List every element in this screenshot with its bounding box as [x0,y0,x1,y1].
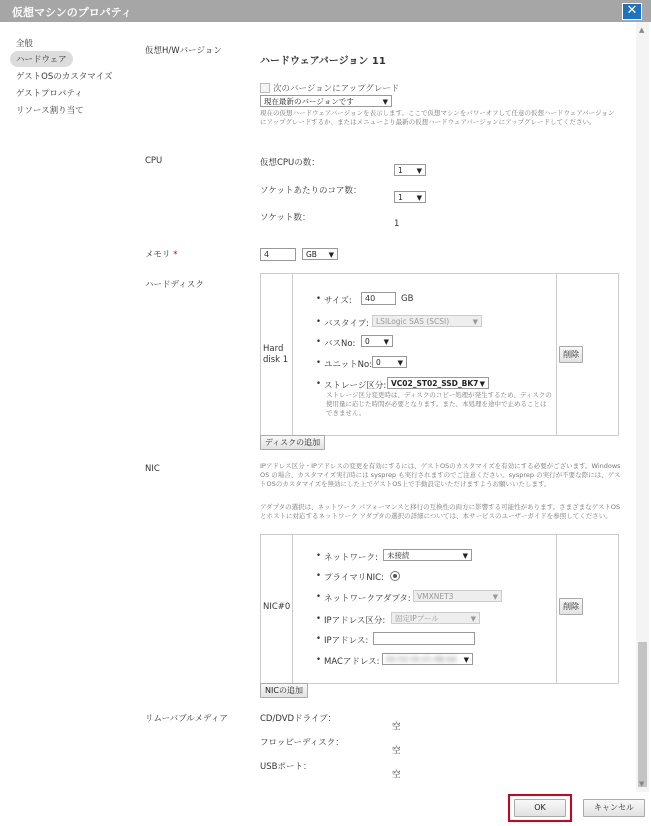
cd-dvd-value: 空 [392,722,401,732]
disk-size-unit: GB [401,294,414,304]
memory-label [145,248,177,260]
mac-address-value: 00:50:56:01:8B:6A [386,655,457,664]
ip-class-value: 固定IPプール [395,614,439,623]
unit-no-select[interactable] [372,356,407,368]
disk-delete-button[interactable]: 削除 [559,346,583,363]
scrollbar-thumb[interactable] [638,642,647,787]
chevron-down-icon: ▼ [416,194,422,202]
usb-label: USBポート： [260,762,312,772]
mac-address-select[interactable] [382,653,473,665]
primary-nic-label: • プライマリNIC: [324,571,384,583]
storage-select[interactable] [387,377,489,389]
storage-help: ストレージ区分変更時は、ディスクのコピー処理が発生するため、ディスクの使用量に応じた時間が必要となります。また、本処理を途中で止めることはできません。 [326,391,552,417]
hw-version-value: ハードウェアバージョン 11 [260,56,386,67]
close-button[interactable] [622,3,642,20]
add-nic-button[interactable]: NICの追加 [260,683,308,698]
unit-no-value: 0 [376,358,381,367]
sockets-label: ソケット数： [260,213,311,223]
nic-delete-button[interactable]: 削除 [559,598,583,615]
bus-type-value: LSILogic SAS (SCSI) [376,317,450,326]
sidebar-item-guest-properties[interactable]: ゲストプロパティ [16,89,83,99]
memory-unit-select[interactable] [302,248,338,260]
chevron-down-icon: ▼ [328,251,334,259]
sidebar-item-general[interactable]: 全般 [16,39,34,49]
cores-select-value: 1 [398,193,403,202]
storage-value: VC02_ST02_SSD_BK7 [391,379,479,388]
main-content [120,22,635,792]
disk-size-label: • サイズ: [324,294,352,306]
cores-select[interactable] [394,191,426,203]
chevron-down-icon: ▼ [416,167,422,175]
mac-address-label: • MACアドレス: [324,655,380,667]
chevron-down-icon: ▼ [397,359,403,367]
bus-no-value: 0 [365,337,370,346]
floppy-value: 空 [392,746,401,756]
ok-button[interactable]: OK [514,799,566,817]
vcpu-select-value: 1 [398,166,403,175]
chevron-down-icon: ▼ [463,656,469,664]
required-marker: * [173,250,178,260]
ip-class-select[interactable] [391,612,480,624]
sidebar [0,22,120,792]
divider [556,534,557,684]
upgrade-checkbox[interactable] [260,83,270,93]
hw-version-label: 仮想H/Wバージョン [145,46,222,56]
nic-help-ip: IPアドレス区分・IPアドレスの変更を有効にするには、ゲストOSのカスタマイズを有効にする必要がございます。Windows OS の場合、カスタマイズ実行時には sysprep も実行されますのでご注意ください。sysprep の実行が不要な際には、ゲストOSのカスタマイズを無効にした上でゲストOS上で手動設定いただけますようお願いいたします。 [260,462,621,488]
network-value: 未接続 [387,551,410,560]
dialog-footer [0,792,651,826]
chevron-down-icon: ▼ [383,338,389,346]
disk-size-input[interactable]: 40 [361,292,396,305]
ip-address-input[interactable] [373,632,475,645]
divider [292,534,293,684]
sockets-value: 1 [394,219,400,229]
removable-media-label: リムーバブルメディア [145,714,228,724]
close-icon: ✕ [626,3,638,18]
hard-disk-label: ハードディスク [145,280,204,290]
memory-label-text: メモリ [145,250,171,260]
adapter-label: • ネットワークアダプタ: [324,592,411,604]
sidebar-item-resource-allocation[interactable]: リソース割り当て [16,106,84,116]
network-select[interactable] [383,549,472,561]
title-bar [0,0,651,22]
memory-input[interactable]: 4 [260,248,296,261]
chevron-down-icon: ▼ [382,98,388,106]
chevron-down-icon: ▼ [470,615,476,623]
nic-label: NIC [145,464,160,474]
nic-help-adapter: アダプタの選択は、ネットワーク パフォーマンスと移行の互換性の両方に影響する可能性があります。さまざまなゲストOSとホストに対応するネットワーク アダプタの選択の詳細については、本サービスのユーザーガイドを参照してください。 [260,503,621,520]
unit-no-label: • ユニットNo: [324,358,372,370]
cancel-button[interactable]: キャンセル [583,799,645,817]
vcpu-label: 仮想CPUの数： [260,158,320,168]
bus-no-label: • バスNo: [324,337,355,349]
hw-version-select[interactable] [260,95,392,107]
add-disk-button[interactable]: ディスクの追加 [260,435,325,450]
chevron-down-icon: ▼ [492,593,498,601]
hard-disk-name: Hard disk 1 [263,344,289,365]
floppy-label: フロッピーディスク： [260,738,344,748]
chevron-down-icon: ▼ [472,318,478,326]
cores-label: ソケットあたりのコア数： [260,186,362,196]
upgrade-label: 次のバージョンにアップグレード [273,84,400,94]
network-label: • ネットワーク: [324,551,378,563]
divider [556,273,557,436]
cpu-label: CPU [145,156,163,166]
ip-class-label: • IPアドレス区分: [324,614,385,626]
sidebar-item-guest-os-customize[interactable]: ゲストOSのカスタマイズ [16,72,113,82]
cd-dvd-label: CD/DVDドライブ： [260,714,337,724]
chevron-down-icon: ▼ [462,552,468,560]
scroll-up-icon[interactable]: ▲ [639,26,645,34]
divider [292,273,293,436]
window-title: 仮想マシンのプロパティ [12,6,132,19]
hw-version-select-value: 現在最新のバージョンです [264,97,354,106]
hw-version-help: 現在の仮想ハードウェアバージョンを表示します。ここで仮想マシンをパワーオフして任意の仮想ハードウェアバージョンにアップグレードするか、またはメニューより最新の仮想ハードウェアバージョンにアップグレードしてください。 [260,109,615,126]
chevron-down-icon: ▼ [479,380,485,388]
usb-value: 空 [392,770,401,780]
nic-name: NIC#0 [263,602,291,612]
vcpu-select[interactable] [394,164,426,176]
memory-unit-value: GB [306,250,317,259]
vertical-scrollbar[interactable] [636,22,649,792]
bus-no-select[interactable] [361,335,393,347]
storage-label: • ストレージ区分: [324,379,386,391]
adapter-select[interactable] [413,590,502,602]
adapter-value: VMXNET3 [417,592,454,601]
sidebar-item-hardware[interactable]: ハードウェア [10,51,73,67]
primary-nic-radio[interactable] [390,571,400,581]
ip-address-label: • IPアドレス: [324,634,368,646]
bus-type-label: • バスタイプ: [324,317,369,329]
scroll-down-icon[interactable]: ▼ [639,780,645,788]
bus-type-select[interactable] [372,315,482,327]
